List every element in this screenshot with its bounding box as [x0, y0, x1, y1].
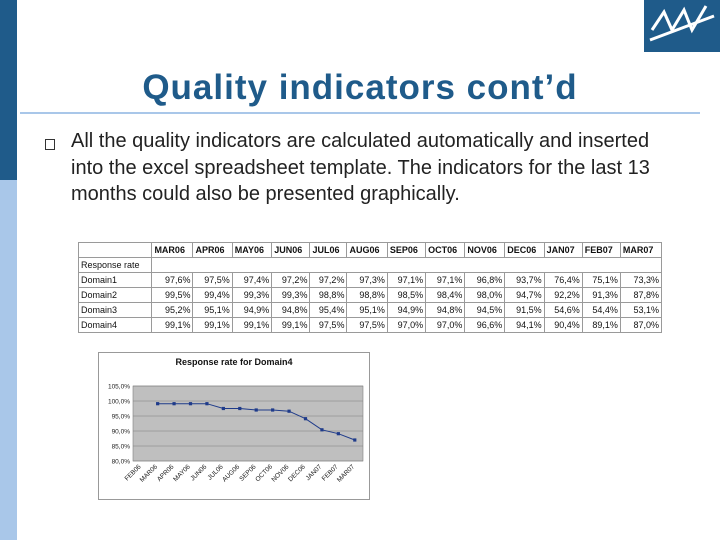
table-cell: 97,5%: [310, 318, 347, 333]
line-chart: [98, 352, 370, 500]
data-point: [172, 402, 175, 405]
table-cell: 99,5%: [152, 288, 193, 303]
data-point: [156, 402, 159, 405]
table-cell: 97,6%: [152, 273, 193, 288]
table-cell: 75,1%: [582, 273, 620, 288]
x-tick-label: NOV06: [270, 463, 291, 484]
table-cell: 97,2%: [310, 273, 347, 288]
table-cell: 89,1%: [582, 318, 620, 333]
table-cell: 53,1%: [620, 303, 661, 318]
x-tick-label: MAR06: [138, 463, 160, 484]
table-cell: 99,1%: [232, 318, 272, 333]
table-cell: 54,6%: [544, 303, 582, 318]
table-cell: 99,1%: [193, 318, 232, 333]
table-header-cell: APR06: [193, 243, 232, 258]
chart-title: Response rate for Domain4: [175, 357, 293, 367]
table-cell: 87,8%: [620, 288, 661, 303]
table-cell: 98,0%: [465, 288, 505, 303]
table-cell: 94,8%: [272, 303, 310, 318]
table-cell: [152, 258, 662, 273]
table-cell: 54,4%: [582, 303, 620, 318]
table-row-label: Domain4: [79, 318, 152, 333]
table-header-cell: FEB07: [582, 243, 620, 258]
table-header-cell: MAR06: [152, 243, 193, 258]
table-cell: 96,8%: [465, 273, 505, 288]
data-point: [222, 407, 225, 410]
table-header-row: [79, 243, 662, 258]
bullet-text: All the quality indicators are calculated automatically and inserted into the excel spreadsheet template. The indicators for the last 13 months could also be presented graphically.: [71, 130, 650, 205]
plot-area: [133, 386, 363, 461]
y-tick-label: 85,0%: [111, 443, 130, 451]
x-tick-label: JUL06: [206, 463, 225, 482]
table-row: [79, 303, 662, 318]
data-point: [320, 428, 323, 431]
table-row-label: Domain3: [79, 303, 152, 318]
table-cell: 97,5%: [347, 318, 387, 333]
table-cell: 94,9%: [387, 303, 425, 318]
x-tick-label: JUN06: [189, 463, 209, 483]
table-section-label: Response rate: [79, 258, 152, 273]
table-row: [79, 288, 662, 303]
table-header-cell: JUN06: [272, 243, 310, 258]
table-cell: 91,3%: [582, 288, 620, 303]
table-cell: 94,7%: [505, 288, 544, 303]
table-header-cell: AUG06: [347, 243, 387, 258]
table-cell: 90,4%: [544, 318, 582, 333]
title-divider: [20, 112, 700, 114]
table-row-label: Domain1: [79, 273, 152, 288]
table-cell: 99,3%: [232, 288, 272, 303]
x-tick-label: OCT06: [254, 463, 275, 484]
table-cell: 95,1%: [347, 303, 387, 318]
table-header-cell: MAY06: [232, 243, 272, 258]
table-cell: 73,3%: [620, 273, 661, 288]
table-cell: 99,3%: [272, 288, 310, 303]
table-header-cell: JAN07: [544, 243, 582, 258]
x-tick-label: AUG06: [221, 463, 242, 484]
table-cell: 97,2%: [272, 273, 310, 288]
data-point: [189, 402, 192, 405]
data-point: [287, 410, 290, 413]
table-cell: 97,3%: [347, 273, 387, 288]
response-rate-table: [78, 242, 662, 333]
table-section-row: [79, 258, 662, 273]
data-point: [337, 432, 340, 435]
table-cell: 94,9%: [232, 303, 272, 318]
table-cell: 99,4%: [193, 288, 232, 303]
table-header-cell: [79, 243, 152, 258]
nw-logo: [644, 0, 720, 52]
data-point: [353, 438, 356, 441]
table-row: [79, 273, 662, 288]
table-header-cell: OCT06: [426, 243, 465, 258]
table-cell: 97,5%: [193, 273, 232, 288]
table-cell: 76,4%: [544, 273, 582, 288]
table-header-cell: JUL06: [310, 243, 347, 258]
table-cell: 97,1%: [387, 273, 425, 288]
y-tick-label: 95,0%: [111, 413, 130, 421]
data-point: [238, 407, 241, 410]
y-tick-label: 90,0%: [111, 428, 130, 436]
x-tick-label: JAN07: [304, 463, 324, 483]
table-cell: 95,1%: [193, 303, 232, 318]
table-cell: 93,7%: [505, 273, 544, 288]
table-cell: 95,2%: [152, 303, 193, 318]
bullet-square-icon: [45, 139, 55, 150]
table-cell: 94,1%: [505, 318, 544, 333]
table-cell: 99,1%: [272, 318, 310, 333]
y-tick-label: 105,0%: [107, 383, 130, 391]
x-tick-label: APR06: [155, 463, 176, 483]
table-cell: 91,5%: [505, 303, 544, 318]
table-cell: 97,0%: [426, 318, 465, 333]
y-tick-label: 100,0%: [107, 398, 130, 406]
x-tick-label: DEC06: [287, 463, 307, 484]
table-cell: 98,5%: [387, 288, 425, 303]
table-cell: 95,4%: [310, 303, 347, 318]
chart-canvas: [99, 353, 369, 499]
data-point: [271, 408, 274, 411]
y-tick-label: 80,0%: [111, 458, 130, 466]
table-cell: 98,8%: [347, 288, 387, 303]
left-accent-bar-light: [0, 180, 17, 540]
data-point: [205, 402, 208, 405]
table-header-cell: MAR07: [620, 243, 661, 258]
table-cell: 94,5%: [465, 303, 505, 318]
table-cell: 97,0%: [387, 318, 425, 333]
x-tick-label: FEB06: [123, 463, 143, 483]
x-tick-label: FEB07: [320, 463, 340, 483]
x-tick-label: SEP06: [238, 463, 258, 483]
table-cell: 87,0%: [620, 318, 661, 333]
table-row: [79, 318, 662, 333]
slide-title: Quality indicators cont’d: [142, 68, 578, 107]
table-cell: 98,4%: [426, 288, 465, 303]
table-cell: 99,1%: [152, 318, 193, 333]
table-cell: 92,2%: [544, 288, 582, 303]
data-point: [255, 408, 258, 411]
x-tick-label: MAY06: [172, 463, 192, 484]
x-tick-label: MAR07: [335, 463, 357, 484]
table-row-label: Domain2: [79, 288, 152, 303]
data-point: [304, 417, 307, 420]
table-header-cell: SEP06: [387, 243, 425, 258]
table-cell: 97,1%: [426, 273, 465, 288]
table-cell: 94,8%: [426, 303, 465, 318]
table-cell: 97,4%: [232, 273, 272, 288]
table-header-cell: NOV06: [465, 243, 505, 258]
table-cell: 98,8%: [310, 288, 347, 303]
table-header-cell: DEC06: [505, 243, 544, 258]
table-cell: 96,6%: [465, 318, 505, 333]
